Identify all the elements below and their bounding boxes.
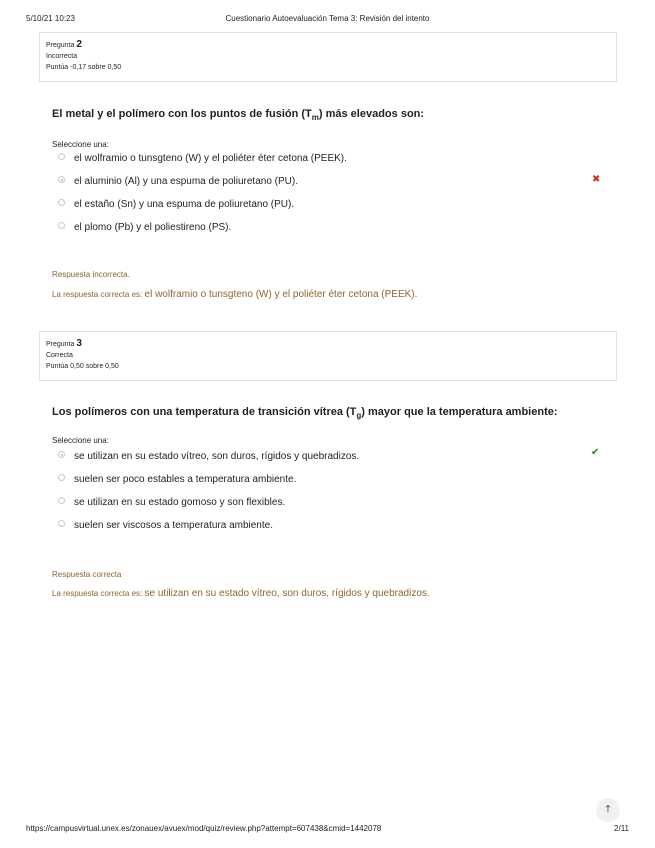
radio-button[interactable]	[58, 497, 65, 504]
right-answer: La respuesta correcta es: el wolframio o tunsgteno (W) y el poliéter éter cetona (PEEK).	[52, 289, 418, 300]
answer-option-selected[interactable]: se utilizan en su estado vítreo, son duros, rígidos y quebradizos.	[52, 451, 359, 462]
question-info-box	[39, 32, 617, 82]
question-grade: Puntúa -0,17 sobre 0,50	[46, 64, 122, 71]
page-number: 2/11	[614, 824, 629, 833]
radio-button-checked[interactable]	[58, 451, 65, 458]
question-number: Pregunta 3	[46, 338, 82, 349]
question-info-box	[39, 331, 617, 381]
print-date: 5/10/21 10:23	[26, 14, 75, 23]
check-icon: ✔	[591, 447, 600, 458]
print-header	[26, 14, 629, 26]
cross-icon: ✖	[592, 174, 601, 185]
answer-option[interactable]: el wolframio o tunsgteno (W) y el poliéter éter cetona (PEEK).	[52, 153, 347, 164]
radio-button[interactable]	[58, 153, 65, 160]
answer-prompt: Seleccione una:	[52, 140, 109, 149]
question-text: El metal y el polímero con los puntos de fusión $(T_m)$ más elevados son:	[52, 108, 425, 123]
question-state: Correcta	[46, 352, 73, 359]
answer-option[interactable]: el estaño (Sn) y una espuma de poliuretano (PU).	[52, 199, 294, 210]
print-footer	[26, 824, 629, 836]
radio-button-checked[interactable]	[58, 176, 65, 183]
feedback-text: Respuesta correcta	[52, 570, 122, 579]
print-title: Cuestionario Autoevaluación Tema 3: Revisión del intento	[225, 14, 430, 23]
right-answer: La respuesta correcta es: se utilizan en su estado vítreo, son duros, rígidos y quebradizos.	[52, 588, 430, 599]
radio-button[interactable]	[58, 199, 65, 206]
radio-button[interactable]	[58, 222, 65, 229]
answer-prompt: Seleccione una:	[52, 436, 109, 445]
answer-option-selected[interactable]: el aluminio (Al) y una espuma de poliuretano (PU).	[52, 176, 298, 187]
radio-button[interactable]	[58, 520, 65, 527]
radio-button[interactable]	[58, 474, 65, 481]
answer-option[interactable]: se utilizan en su estado gomoso y son flexibles.	[52, 497, 285, 508]
question-state: Incorrecta	[46, 53, 78, 60]
answer-option[interactable]: el plomo (Pb) y el poliestireno (PS).	[52, 222, 231, 233]
arrow-up-icon: 🡑	[605, 804, 611, 815]
question-number: Pregunta 2	[46, 39, 82, 50]
question-text: Los polímeros con una temperatura de transición vítrea $(T_g)$ mayor que la temperatura ambiente:	[52, 406, 558, 421]
answer-option[interactable]: suelen ser poco estables a temperatura ambiente.	[52, 474, 296, 485]
feedback-text: Respuesta incorrecta.	[52, 270, 130, 279]
back-to-top-button[interactable]	[596, 798, 620, 822]
question-grade: Puntúa 0,50 sobre 0,50	[46, 363, 119, 370]
print-url: https://campusvirtual.unex.es/zonauex/avuex/mod/quiz/review.php?attempt=607438&cmid=1442078	[26, 824, 382, 833]
answer-option[interactable]: suelen ser viscosos a temperatura ambiente.	[52, 520, 273, 531]
